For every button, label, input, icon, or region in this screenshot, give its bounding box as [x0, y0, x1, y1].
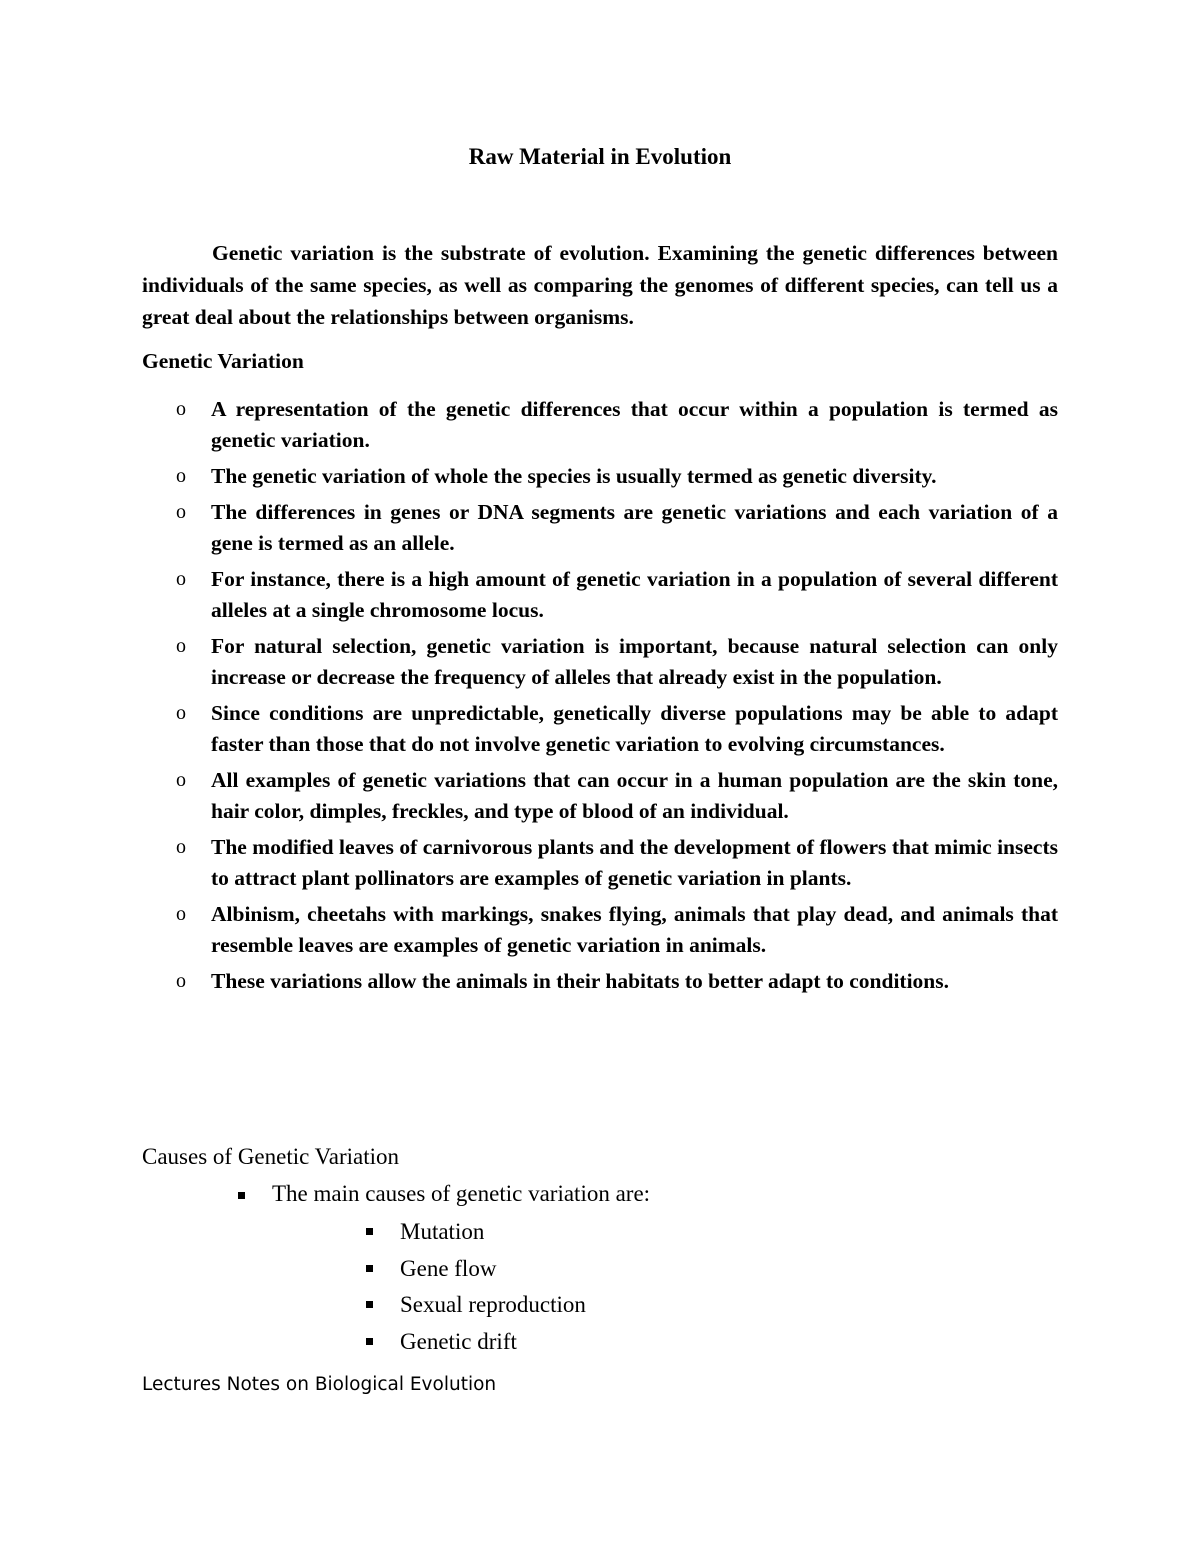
list-item-text: The modified leaves of carnivorous plants and the development of flowers that mimic insects to attract plant pollinators are examples of genetic variation in plants. — [211, 835, 1058, 890]
list-item — [142, 631, 1058, 693]
list-item-text: These variations allow the animals in their habitats to better adapt to conditions. — [211, 969, 950, 993]
square-bullet-icon — [366, 1265, 373, 1272]
list-item — [142, 564, 1058, 626]
list-item — [142, 832, 1058, 894]
square-bullet-icon — [366, 1301, 373, 1308]
circle-bullet-icon: o — [176, 501, 186, 523]
square-bullet-icon — [238, 1192, 245, 1199]
list-item-text: All examples of genetic variations that can occur in a human population are the skin tone, hair color, dimples, freckles, and type of blood of an individual. — [211, 768, 1058, 823]
list-item — [366, 1214, 586, 1251]
list-item-text: Since conditions are unpredictable, genetically diverse populations may be able to adapt faster than those that do not involve genetic variation to evolving circumstances. — [211, 701, 1058, 756]
intro-paragraph: Genetic variation is the substrate of evolution. Examining the genetic differences between individuals of the same species, as well as comparing the genomes of different species, can tell us a great deal about the relationships between organisms. — [142, 241, 1058, 329]
cause-text: Genetic drift — [400, 1329, 517, 1355]
list-item — [366, 1287, 586, 1324]
list-item-text: For instance, there is a high amount of genetic variation in a population of several different alleles at a single chromosome locus. — [211, 567, 1058, 622]
square-bullet-icon — [366, 1228, 373, 1235]
circle-bullet-icon: o — [176, 769, 186, 791]
cause-text: Mutation — [400, 1219, 485, 1244]
list-item — [142, 497, 1058, 559]
circle-bullet-icon: o — [176, 903, 186, 925]
genetic-variation-list — [142, 394, 1058, 1002]
circle-bullet-icon: o — [176, 970, 186, 992]
list-item — [142, 461, 1058, 492]
list-item — [366, 1251, 586, 1288]
list-item — [142, 765, 1058, 827]
section-heading-causes: Causes of Genetic Variation — [142, 1144, 399, 1169]
list-item-text: The genetic variation of whole the species is usually termed as genetic diversity. — [211, 464, 937, 488]
circle-bullet-icon: o — [176, 568, 186, 590]
circle-bullet-icon: o — [176, 836, 186, 858]
list-item — [142, 966, 1058, 997]
circle-bullet-icon: o — [176, 635, 186, 657]
cause-text: Gene flow — [400, 1255, 497, 1281]
list-item — [142, 394, 1058, 456]
list-item-text: The differences in genes or DNA segments are genetic variations and each variation of a gene is termed as an allele. — [211, 500, 1058, 555]
list-item — [366, 1324, 586, 1361]
causes-lead-text: The main causes of genetic variation are: — [272, 1181, 651, 1206]
list-item — [142, 899, 1058, 961]
list-item-text: Albinism, cheetahs with markings, snakes flying, animals that play dead, and animals that resemble leaves are examples of genetic variation in animals. — [211, 902, 1058, 957]
circle-bullet-icon: o — [176, 702, 186, 724]
list-item — [142, 698, 1058, 760]
page-title: Raw Material in Evolution — [468, 144, 732, 169]
causes-list — [366, 1214, 586, 1361]
square-bullet-icon — [366, 1338, 373, 1345]
list-item-text: For natural selection, genetic variation is important, because natural selection can only increase or decrease the frequency of alleles that already exist in the population. — [211, 634, 1058, 689]
cause-text: Sexual reproduction — [400, 1292, 586, 1318]
page-footer: Lectures Notes on Biological Evolution — [142, 1374, 497, 1395]
circle-bullet-icon: o — [176, 398, 186, 420]
circle-bullet-icon: o — [176, 465, 186, 487]
section-heading-genetic-variation: Genetic Variation — [142, 349, 304, 373]
list-item-text: A representation of the genetic differences that occur within a population is termed as genetic variation. — [211, 397, 1058, 452]
